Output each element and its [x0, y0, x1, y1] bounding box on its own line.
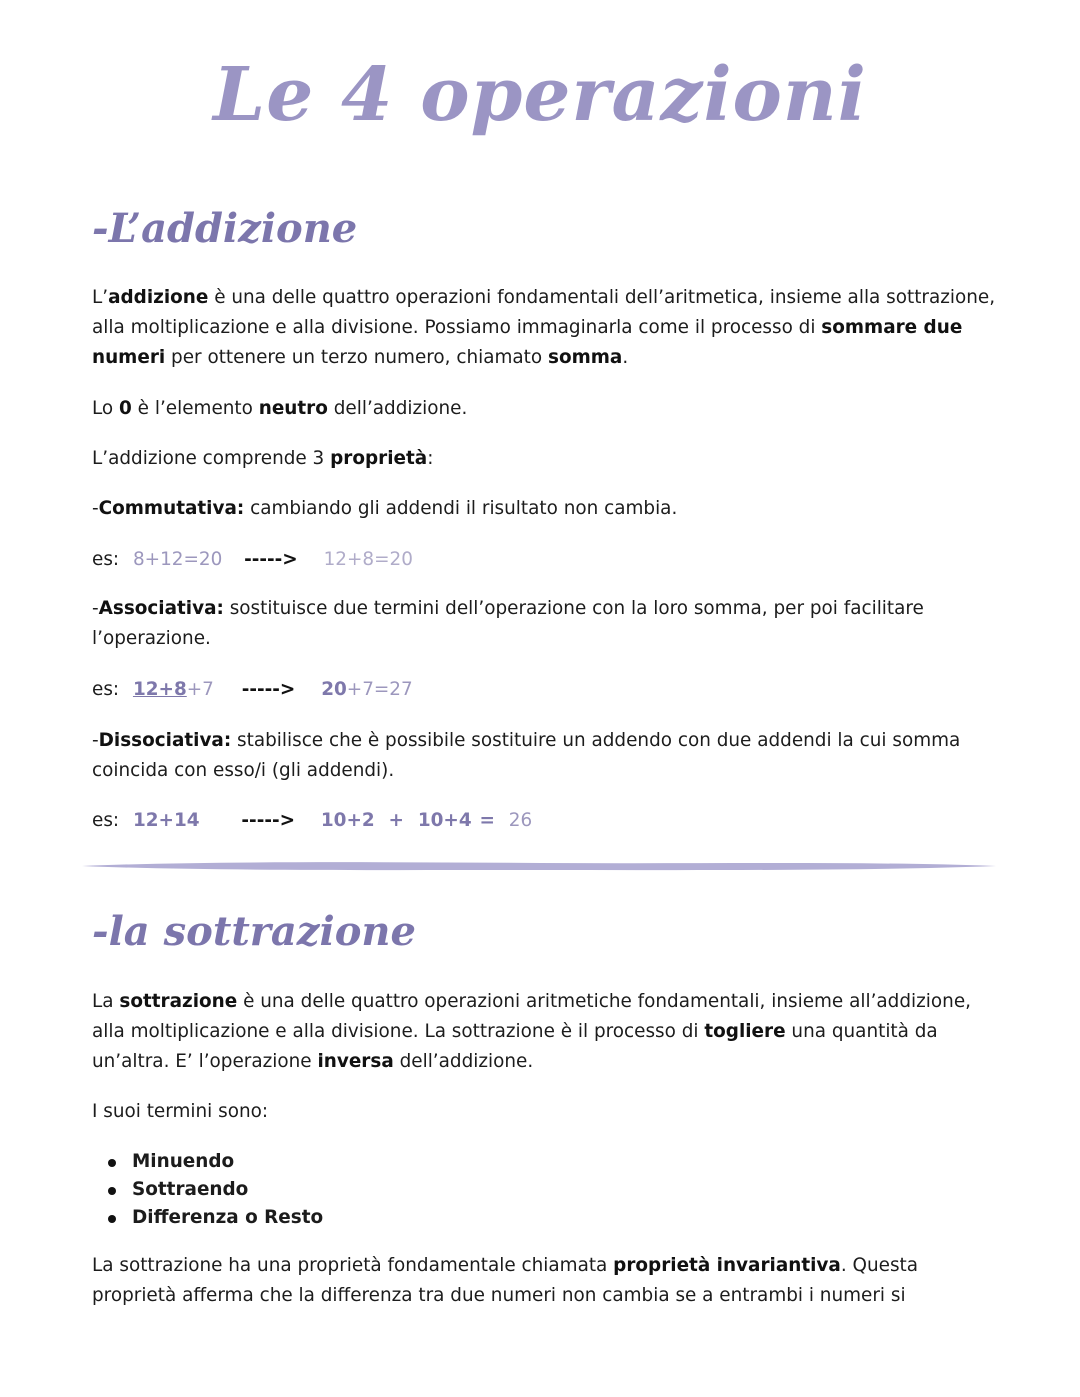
addizione-neutro: Lo 0 è l’elemento neutro dell’addizione.: [92, 398, 468, 419]
addizione-proprieta: L’addizione comprende 3 proprietà:: [92, 448, 434, 469]
example-arrow: ----->: [241, 679, 296, 700]
example-label: es:: [92, 810, 120, 831]
example-arrow: ----->: [241, 810, 295, 831]
section-heading-sottrazione: -la sottrazione: [92, 908, 416, 955]
example-right: 12+8=20: [323, 549, 413, 570]
example-right-bold: 20: [321, 679, 347, 700]
dissociativa-definition: -Dissociativa: stabilisce che è possibile sostituire un addendo con due addendi la cui somma coincida con esso/i (gli addendi).: [92, 730, 961, 781]
example-plus: +: [388, 810, 404, 831]
page-title: Le 4 operazioni: [213, 52, 867, 138]
section-heading-addizione: -L’addizione: [92, 205, 358, 252]
associativa-example: [92, 675, 413, 705]
dissociativa-example: [92, 806, 532, 836]
bullet-dot-icon: [108, 1159, 116, 1167]
commutativa-example: [92, 545, 413, 575]
example-arrow: ----->: [244, 549, 298, 570]
example-label: es:: [92, 679, 120, 700]
example-left-rest: +7: [186, 679, 214, 700]
example-right-a: 10+2: [320, 810, 375, 831]
example-left: 12+14: [132, 810, 200, 831]
associativa-definition: -Associativa: sostituisce due termini dell’operazione con la loro somma, per poi facilitare l’operazione.: [92, 598, 924, 649]
termini-list: [104, 1148, 323, 1232]
example-equals: =: [479, 810, 495, 831]
sottrazione-intro: La sottrazione è una delle quattro operazioni aritmetiche fondamentali, insieme all’addizione, alla moltiplicazione e alla divisione. La sottrazione è il processo di togliere una quantità da un’altra. E’ l’operazione inversa dell’addizione.: [92, 991, 971, 1072]
brush-divider: [80, 858, 998, 874]
example-left: 8+12=20: [132, 549, 223, 570]
example-right-b: 10+4: [417, 810, 472, 831]
commutativa-definition: -Commutativa: cambiando gli addendi il risultato non cambia.: [92, 498, 678, 519]
example-result: 26: [508, 810, 533, 831]
example-right-rest: +7=27: [346, 679, 413, 700]
example-label: es:: [92, 549, 120, 570]
bullet-dot-icon: [108, 1215, 116, 1223]
invariantiva-paragraph: La sottrazione ha una proprietà fondamentale chiamata proprietà invariantiva. Questa proprietà afferma che la differenza tra due numeri non cambia se a entrambi i numeri si: [92, 1255, 919, 1306]
list-item: Minuendo: [104, 1148, 323, 1176]
example-left-group: 12+8: [132, 679, 187, 700]
list-item: Differenza o Resto: [104, 1204, 323, 1232]
termini-label: I suoi termini sono:: [92, 1101, 269, 1122]
list-item: Sottraendo: [104, 1176, 323, 1204]
addizione-intro: L’addizione è una delle quattro operazioni fondamentali dell’aritmetica, insieme alla sottrazione, alla moltiplicazione e alla divisione. Possiamo immaginarla come il processo di sommare due numeri per ottenere un terzo numero, chiamato somma.: [92, 287, 996, 368]
bullet-dot-icon: [108, 1187, 116, 1195]
